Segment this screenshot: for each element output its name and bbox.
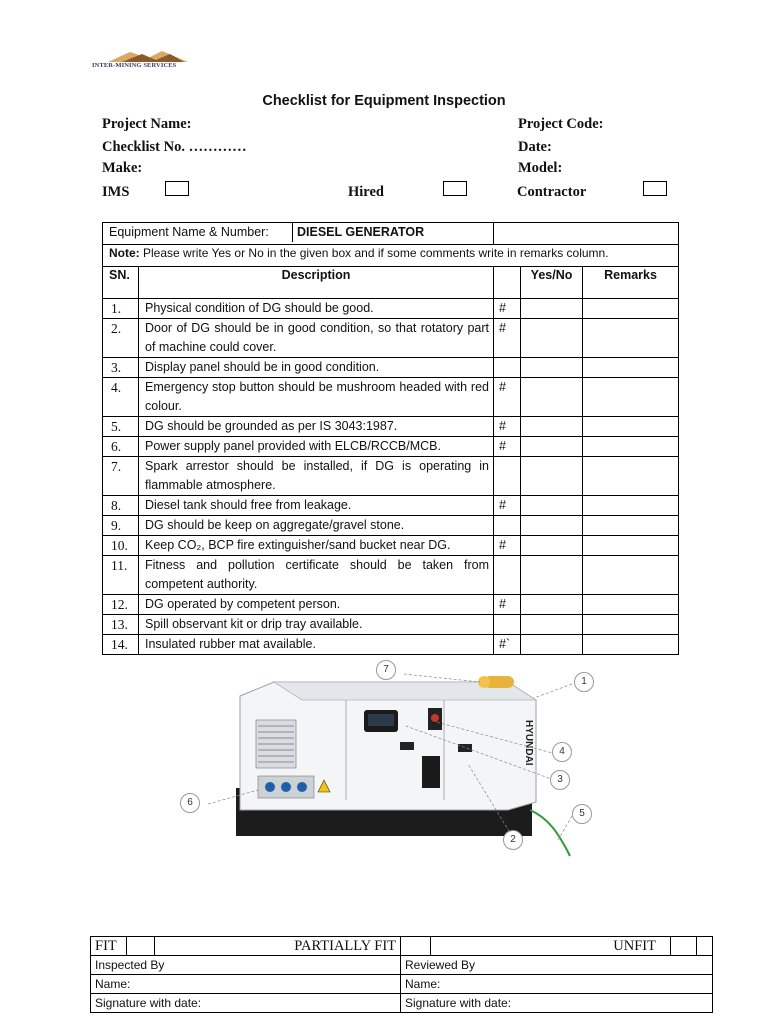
row-description: Emergency stop button should be mushroom headed with red colour. — [139, 378, 494, 417]
row-remarks-cell[interactable] — [583, 635, 679, 655]
row-mark: # — [494, 417, 521, 437]
callout-1: 1 — [574, 672, 594, 692]
equipment-name-label: Equipment Name & Number: — [103, 223, 293, 242]
row-yes-no-cell[interactable] — [521, 615, 583, 635]
callout-2: 2 — [503, 830, 523, 850]
diesel-generator-diagram — [178, 660, 618, 860]
row-description: Keep CO₂, BCP fire extinguisher/sand bucket near DG. — [139, 536, 494, 556]
row-sn: 1. — [103, 299, 139, 319]
row-description: Physical condition of DG should be good. — [139, 299, 494, 319]
row-yes-no-cell[interactable] — [521, 358, 583, 378]
callout-3: 3 — [550, 770, 570, 790]
equipment-name-value: DIESEL GENERATOR — [297, 225, 425, 239]
table-header-row — [103, 267, 679, 299]
note-prefix: Note: — [109, 246, 140, 260]
row-yes-no-cell[interactable] — [521, 299, 583, 319]
row-sn: 8. — [103, 496, 139, 516]
row-remarks-cell[interactable] — [583, 496, 679, 516]
row-sn: 14. — [103, 635, 139, 655]
column-header-description: Description — [139, 267, 494, 299]
row-remarks-cell[interactable] — [583, 378, 679, 417]
row-yes-no-cell[interactable] — [521, 437, 583, 457]
row-yes-no-cell[interactable] — [521, 635, 583, 655]
inspected-by-label: Inspected By — [91, 956, 401, 975]
inspection-result-table — [90, 936, 713, 1013]
row-remarks-cell[interactable] — [583, 319, 679, 358]
generator-brand-label: HYUNDAI — [523, 720, 534, 766]
row-mark — [494, 516, 521, 536]
row-remarks-cell[interactable] — [583, 457, 679, 496]
column-header-remarks: Remarks — [583, 267, 679, 299]
row-description: Spill observant kit or drip tray available. — [139, 615, 494, 635]
date-label: Date: — [518, 139, 552, 155]
row-remarks-cell[interactable] — [583, 417, 679, 437]
company-logo — [92, 48, 207, 72]
callout-6: 6 — [180, 793, 200, 813]
column-header-yes-no: Yes/No — [521, 267, 583, 299]
row-remarks-cell[interactable] — [583, 358, 679, 378]
row-mark: # — [494, 378, 521, 417]
row-mark: #` — [494, 635, 521, 655]
table-row — [103, 358, 679, 378]
row-description: DG should be keep on aggregate/gravel stone. — [139, 516, 494, 536]
row-remarks-cell[interactable] — [583, 536, 679, 556]
table-row — [103, 496, 679, 516]
row-mark: # — [494, 299, 521, 319]
row-remarks-cell[interactable] — [583, 556, 679, 595]
row-mark: # — [494, 437, 521, 457]
table-row — [103, 417, 679, 437]
row-remarks-cell[interactable] — [583, 615, 679, 635]
row-description: Insulated rubber mat available. — [139, 635, 494, 655]
row-sn: 4. — [103, 378, 139, 417]
row-description: DG operated by competent person. — [139, 595, 494, 615]
note-row — [103, 245, 679, 267]
contractor-checkbox[interactable] — [643, 181, 667, 196]
row-description: Spark arrestor should be installed, if DG is operating in flammable atmosphere. — [139, 457, 494, 496]
row-sn: 12. — [103, 595, 139, 615]
reviewer-signature-field[interactable]: Signature with date: — [401, 994, 713, 1013]
row-sn: 6. — [103, 437, 139, 457]
row-mark — [494, 457, 521, 496]
row-sn: 5. — [103, 417, 139, 437]
table-row — [103, 437, 679, 457]
row-description: Diesel tank should free from leakage. — [139, 496, 494, 516]
unfit-label: UNFIT — [431, 937, 671, 956]
air-vent-grille — [256, 720, 296, 768]
row-mark: # — [494, 496, 521, 516]
row-description: Fitness and pollution certificate should be taken from competent authority. — [139, 556, 494, 595]
row-description: Display panel should be in good condition. — [139, 358, 494, 378]
row-sn: 7. — [103, 457, 139, 496]
row-mark — [494, 556, 521, 595]
inspection-checklist-table — [102, 222, 679, 655]
row-remarks-cell[interactable] — [583, 595, 679, 615]
row-remarks-cell[interactable] — [583, 299, 679, 319]
row-yes-no-cell[interactable] — [521, 496, 583, 516]
ims-checkbox[interactable] — [165, 181, 189, 196]
row-mark — [494, 358, 521, 378]
callout-5: 5 — [572, 804, 592, 824]
row-sn: 9. — [103, 516, 139, 536]
ims-label: IMS — [102, 184, 130, 200]
make-label: Make: — [102, 160, 143, 176]
project-name-label: Project Name: — [102, 116, 192, 132]
column-header-mark — [494, 267, 521, 299]
partially-fit-checkbox[interactable] — [401, 937, 431, 956]
note-text: Please write Yes or No in the given box and if some comments write in remarks column. — [139, 246, 609, 260]
unfit-checkbox[interactable] — [671, 937, 697, 956]
row-remarks-cell[interactable] — [583, 516, 679, 536]
spark-arrestor-icon — [478, 676, 514, 688]
row-sn: 11. — [103, 556, 139, 595]
fit-status-row — [91, 937, 713, 956]
table-row — [103, 635, 679, 655]
model-label: Model: — [518, 160, 563, 176]
row-sn: 10. — [103, 536, 139, 556]
row-sn: 2. — [103, 319, 139, 358]
table-row — [103, 378, 679, 417]
project-code-label: Project Code: — [518, 116, 604, 132]
row-yes-no-cell[interactable] — [521, 457, 583, 496]
reviewer-name-field[interactable]: Name: — [401, 975, 713, 994]
logo-company-name: INTER-MINING SERVICES — [92, 62, 177, 69]
earthing-cable — [530, 810, 570, 856]
row-description: DG should be grounded as per IS 3043:1987. — [139, 417, 494, 437]
table-row — [103, 595, 679, 615]
page-title: Checklist for Equipment Inspection — [262, 93, 506, 109]
row-yes-no-cell[interactable] — [521, 516, 583, 536]
contractor-label: Contractor — [517, 184, 587, 200]
callout-4: 4 — [552, 742, 572, 762]
hired-checkbox[interactable] — [443, 181, 467, 196]
hired-label: Hired — [348, 184, 384, 200]
table-row — [103, 556, 679, 595]
partially-fit-label: PARTIALLY FIT — [155, 937, 401, 956]
fit-label: FIT — [91, 937, 127, 956]
table-row — [103, 536, 679, 556]
row-mark: # — [494, 536, 521, 556]
column-header-sn: SN. — [103, 267, 139, 299]
fit-checkbox[interactable] — [127, 937, 155, 956]
table-row — [103, 615, 679, 635]
table-row — [103, 457, 679, 496]
row-yes-no-cell[interactable] — [521, 378, 583, 417]
door-handle — [422, 756, 440, 788]
inspector-signature-field[interactable]: Signature with date: — [91, 994, 401, 1013]
row-yes-no-cell[interactable] — [521, 595, 583, 615]
table-row — [103, 319, 679, 358]
callout-7: 7 — [376, 660, 396, 680]
row-yes-no-cell[interactable] — [521, 319, 583, 358]
equipment-row — [103, 223, 679, 245]
row-remarks-cell[interactable] — [583, 437, 679, 457]
row-sn: 3. — [103, 358, 139, 378]
row-sn: 13. — [103, 615, 139, 635]
table-row — [103, 299, 679, 319]
reviewed-by-label: Reviewed By — [401, 956, 713, 975]
row-mark: # — [494, 595, 521, 615]
table-row — [103, 516, 679, 536]
row-description: Door of DG should be in good condition, so that rotatory part of machine could cover. — [139, 319, 494, 358]
row-description: Power supply panel provided with ELCB/RCCB/MCB. — [139, 437, 494, 457]
row-yes-no-cell[interactable] — [521, 417, 583, 437]
inspector-name-field[interactable]: Name: — [91, 975, 401, 994]
row-mark — [494, 615, 521, 635]
checklist-no-label: Checklist No. ………… — [102, 139, 247, 155]
row-mark: # — [494, 319, 521, 358]
row-yes-no-cell[interactable] — [521, 556, 583, 595]
row-yes-no-cell[interactable] — [521, 536, 583, 556]
